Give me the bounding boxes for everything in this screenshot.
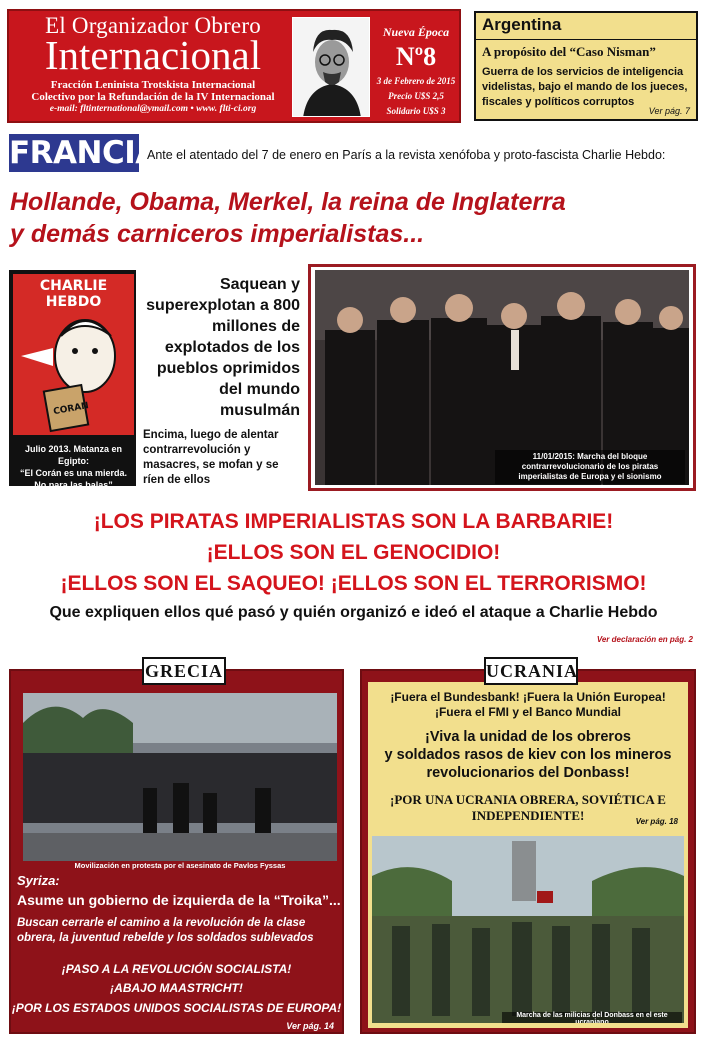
slogan-1: ¡LOS PIRATAS IMPERIALISTAS SON LA BARBARIE!	[93, 510, 614, 533]
ucrania-l2a: ¡Viva la unidad de los obreros	[424, 729, 631, 745]
ucrania-photo-caption: Marcha de las milicias del Donbass en el este ucraniano	[502, 1012, 682, 1023]
masthead	[7, 9, 461, 123]
charlie-hebdo-cover	[9, 270, 136, 490]
ucrania-ver: Ver pág. 18	[635, 817, 678, 826]
cover-illustration	[13, 274, 134, 435]
issue-solidario: Solidario U$S 3	[386, 106, 446, 116]
masthead-title-line1: El Organizador Obrero	[45, 13, 261, 38]
grecia-line1: Asume un gobierno de izquierda de la “Troika”...	[17, 892, 341, 908]
argentina-divider	[476, 39, 696, 40]
ucrania-l1a: ¡Fuera el Bundesbank! ¡Fuera la Unión Europea!	[390, 690, 666, 704]
cover-caption-l3: No para las balas”	[34, 480, 113, 490]
issue-info	[374, 17, 458, 117]
argentina-title: Argentina	[482, 15, 562, 34]
masthead-subtitle	[17, 79, 289, 115]
encima-text: Encima, luego de alentar contrarrevolución y masacres, se mofan y se ríen de ellos	[143, 429, 279, 486]
masthead-sub1: Fracción Leninista Trotskista Internacional	[50, 79, 256, 91]
masthead-sub2: Colectivo por la Refundación de la IV Internacional	[31, 91, 275, 103]
slogan-2: ¡ELLOS SON EL GENOCIDIO!	[206, 541, 501, 564]
ucrania-label: UCRANIA	[484, 657, 578, 685]
argentina-subtitle: A propósito del “Caso Nisman”	[482, 44, 656, 59]
grecia-photo-caption: Movilización en protesta por el asesinato de Pavlos Fyssas	[74, 861, 286, 870]
grecia-photo-image	[23, 693, 337, 861]
paris-march-photo	[315, 270, 689, 485]
ucrania-l1b: ¡Fuera el FMI y el Banco Mundial	[434, 705, 622, 719]
headline-line2: y demás carniceros imperialistas...	[10, 220, 425, 248]
grecia-line2: Buscan cerrarle el camino a la revolución de la clase obrera, la juventud rebelde y los soldados sublevados	[17, 917, 314, 944]
ucrania-l2c: revolucionarios del Donbass!	[426, 765, 630, 781]
issue-number: Nº8	[395, 42, 437, 71]
ucrania-slogan: ¡POR UNA UCRANIA OBRERA, SOVIÉTICA E INDEPENDIENTE!	[390, 792, 666, 823]
ucrania-viva	[368, 728, 688, 782]
main-headline	[10, 186, 610, 250]
slogan-3: ¡ELLOS SON EL SAQUEO! ¡ELLOS SON EL TERRORISMO!	[60, 572, 647, 595]
issue-epoca: Nueva Época	[382, 25, 450, 39]
grecia-panel	[9, 669, 344, 1034]
cover-caption	[12, 443, 135, 491]
headline-line1: Hollande, Obama, Merkel, la reina de Inglaterra	[10, 188, 566, 216]
cover-cartoon	[13, 296, 134, 435]
saquean-text: Saquean y superexplotan a 800 millones de explotados de los pueblos oprimidos del mundo musulmán	[146, 276, 300, 419]
portrait-image	[293, 18, 370, 117]
paris-march-photo-frame	[308, 264, 696, 491]
ucrania-photo-image	[372, 836, 684, 1023]
grecia-slogan-1: ¡PASO A LA REVOLUCIÓN SOCIALISTA!	[61, 962, 292, 976]
issue-date: 3 de Febrero de 2015	[376, 76, 456, 86]
francia-badge: FRANCIA	[9, 135, 159, 171]
masthead-title-line2: Internacional	[44, 32, 262, 78]
ucrania-photo	[372, 836, 684, 1023]
march-caption: 11/01/2015: Marcha del bloque contrarrevolucionario de los piratas imperialistas de Europa y el sionismo	[495, 450, 685, 484]
ucrania-demands	[368, 690, 688, 720]
syriza-label: Syriza:	[17, 873, 60, 888]
declaration-ver: Ver declaración en pág. 2	[596, 635, 693, 644]
francia-intro: Ante el atentado del 7 de enero en París a la revista xenófoba y proto-fascista Charlie Hebdo:	[147, 148, 666, 162]
masthead-email: e-mail: fltinternational@ymail.com • www. flti-ci.org	[49, 104, 257, 114]
argentina-ver: Ver pág. 7	[648, 106, 690, 116]
grecia-ver: Ver pág. 14	[286, 1021, 334, 1031]
trotsky-portrait	[292, 17, 370, 117]
grecia-label: GRECIA	[142, 657, 226, 685]
slogan-sub: Que expliquen ellos qué pasó y quién organizó e ideó el ataque a Charlie Hebdo	[49, 604, 658, 621]
issue-price: Precio U$S 2,5	[388, 91, 444, 101]
grecia-slogan-2: ¡ABAJO MAASTRICHT!	[110, 981, 243, 995]
argentina-text: Guerra de los servicios de inteligencia videlistas, bajo el mando de los jueces, fiscales y políticos corruptos	[482, 66, 688, 108]
argentina-box	[474, 11, 698, 121]
ucrania-l2b: y soldados rasos de kiev con los mineros	[384, 747, 672, 763]
ucrania-inner	[368, 682, 688, 1028]
grecia-photo	[23, 693, 337, 861]
svg-text:CORAN: CORAN	[52, 401, 90, 418]
grecia-slogan-3: ¡POR LOS ESTADOS UNIDOS SOCIALISTAS DE EUROPA!	[11, 1001, 342, 1015]
cover-logo: CHARLIE HEBDO	[39, 278, 108, 310]
cover-caption-l2: “El Corán es una mierda.	[19, 468, 128, 478]
ucrania-panel	[360, 669, 696, 1034]
cover-caption-l1: Julio 2013. Matanza en Egipto:	[24, 444, 123, 466]
